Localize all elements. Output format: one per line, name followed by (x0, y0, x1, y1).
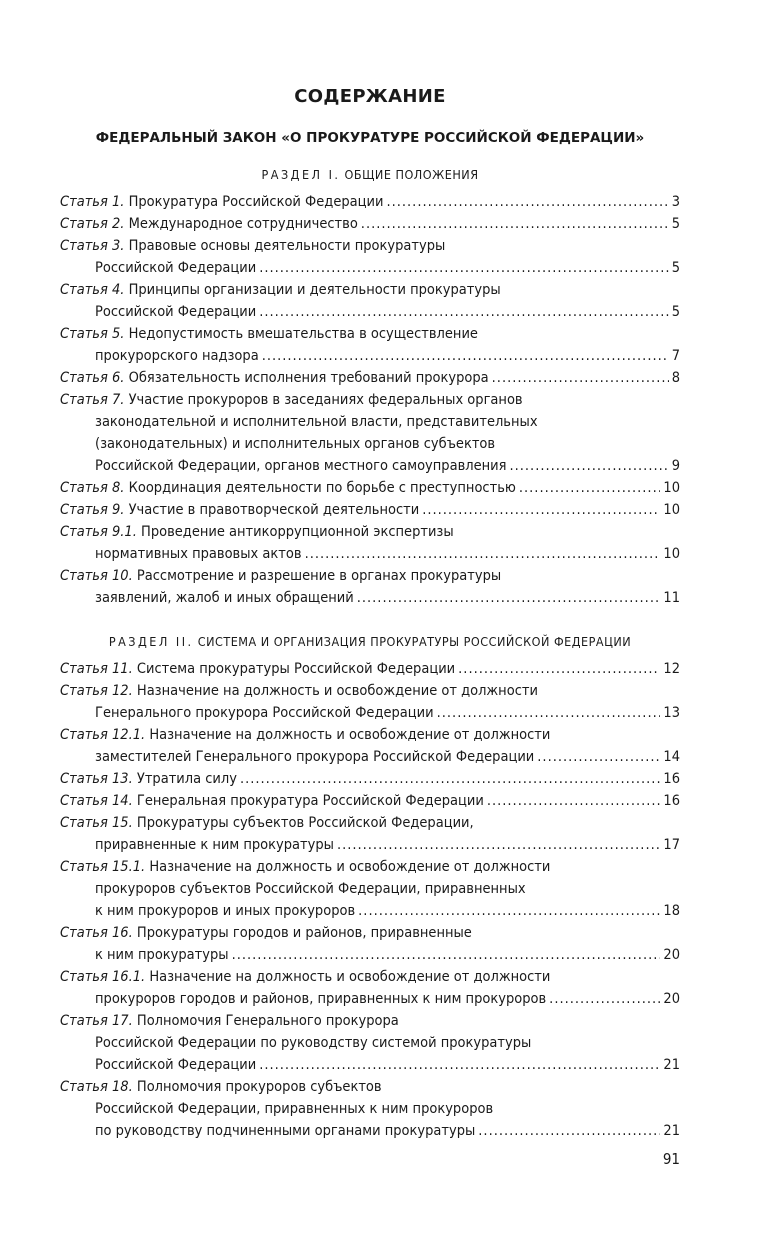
article-title-text: Российской Федерации (95, 260, 257, 276)
toc-entry-line (60, 1010, 680, 1032)
law-title: ФЕДЕРАЛЬНЫЙ ЗАКОН «О ПРОКУРАТУРЕ РОССИЙСКОЙ ФЕДЕРАЦИИ» (95, 130, 645, 146)
page-ref: 7 (671, 348, 680, 364)
page-ref: 21 (663, 1123, 680, 1139)
toc-entry-line (60, 658, 680, 680)
toc-entry-line (60, 235, 680, 257)
toc-entry-line (60, 323, 680, 345)
toc-entry-line (60, 499, 680, 521)
toc-entry-line (60, 878, 680, 900)
article-title-text: прокуроров субъектов Российской Федерации, приравненных (95, 881, 526, 897)
toc-entry-line (60, 1076, 680, 1098)
article-title-text: Координация деятельности по борьбе с преступностью (128, 480, 516, 496)
section-2-prefix: РАЗДЕЛ II. (108, 634, 194, 649)
dot-leader (549, 988, 660, 1010)
article-title-text: Полномочия Генерального прокурора (136, 1013, 399, 1029)
dot-leader (458, 658, 660, 680)
section-2-title (60, 634, 680, 649)
toc-entry-line (60, 988, 680, 1010)
dot-leader (537, 746, 660, 768)
dot-leader (509, 455, 668, 477)
dot-leader (492, 367, 669, 389)
toc-entry-line (60, 966, 680, 988)
section-1-title (60, 167, 680, 182)
article-label: Статья 9. (60, 502, 125, 518)
page-ref: 8 (671, 370, 680, 386)
article-title-text: Недопустимость вмешательства в осуществление (128, 326, 478, 342)
article-title-text: прокурорского надзора (95, 348, 259, 364)
dot-leader (305, 543, 661, 565)
article-title-text: Прокуратуры городов и районов, приравненные (136, 925, 472, 941)
article-title-text: Генеральная прокуратура Российской Федерации (136, 793, 484, 809)
toc-entry-line (60, 900, 680, 922)
article-title-text: Назначение на должность и освобождение от должности (149, 859, 551, 875)
article-title-text: к ним прокуроров и иных прокуроров (95, 903, 356, 919)
toc-entry-line (60, 565, 680, 587)
article-title-text: Участие в правотворческой деятельности (128, 502, 420, 518)
toc-entry-line (60, 834, 680, 856)
article-title-text: Участие прокуроров в заседаниях федеральных органов (128, 392, 523, 408)
toc-entry[interactable] (60, 191, 680, 213)
article-label: Статья 16.1. (60, 969, 146, 985)
dot-leader (259, 301, 668, 323)
toc-entry-line (60, 279, 680, 301)
article-label: Статья 1. (60, 194, 125, 210)
article-label: Статья 17. (60, 1013, 133, 1029)
article-label: Статья 13. (60, 771, 133, 787)
article-title-text: Рассмотрение и разрешение в органах прокуратуры (136, 568, 502, 584)
toc-entry-line (60, 944, 680, 966)
toc-entry-line (60, 477, 680, 499)
page-ref: 10 (663, 546, 680, 562)
toc-entry-line (60, 521, 680, 543)
toc-entry[interactable] (60, 565, 680, 609)
toc-entry-line (60, 345, 680, 367)
dot-leader (478, 1120, 660, 1142)
toc-entry-line (60, 389, 680, 411)
toc-entry-line (60, 812, 680, 834)
article-title-text: Российской Федерации по руководству системой прокуратуры (95, 1035, 532, 1051)
page-ref: 12 (663, 661, 680, 677)
article-title-text: Российской Федерации (95, 1057, 257, 1073)
dot-leader (437, 702, 661, 724)
dot-leader (357, 587, 661, 609)
article-title-text: по руководству подчиненными органами прокуратуры (95, 1123, 476, 1139)
dot-leader (361, 213, 669, 235)
article-title-text: Генерального прокурора Российской Федерации (95, 705, 434, 721)
article-title-text: Назначение на должность и освобождение от должности (149, 727, 551, 743)
article-label: Статья 2. (60, 216, 125, 232)
toc-entry-line (60, 1120, 680, 1142)
article-title-text: Прокуратуры субъектов Российской Федерации, (136, 815, 474, 831)
dot-leader (337, 834, 660, 856)
page-ref: 21 (663, 1057, 680, 1073)
toc-entry-line (60, 680, 680, 702)
article-label: Статья 12. (60, 683, 133, 699)
toc-entry-line (60, 543, 680, 565)
toc-entry-line (60, 213, 680, 235)
page-ref: 11 (663, 590, 680, 606)
dot-leader (358, 900, 660, 922)
toc-entry[interactable] (60, 499, 680, 521)
page-ref: 9 (671, 458, 680, 474)
section-2-entries (60, 658, 680, 1142)
article-title-text: Международное сотрудничество (128, 216, 358, 232)
page-title: СОДЕРЖАНИЕ (294, 86, 446, 107)
toc-entry[interactable] (60, 680, 680, 724)
toc-entry-line (60, 1098, 680, 1120)
article-title-text: Назначение на должность и освобождение от должности (149, 969, 551, 985)
page-ref: 5 (671, 260, 680, 276)
toc-entry-line (60, 367, 680, 389)
article-title-text: заместителей Генерального прокурора Российской Федерации (95, 749, 535, 765)
dot-leader (262, 345, 669, 367)
article-label: Статья 15. (60, 815, 133, 831)
toc-entry-line (60, 790, 680, 812)
dot-leader (519, 477, 661, 499)
toc-entry[interactable] (60, 521, 680, 565)
article-label: Статья 12.1. (60, 727, 146, 743)
article-title-text: нормативных правовых актов (95, 546, 302, 562)
toc-entry[interactable] (60, 856, 680, 922)
article-title-text: Российской Федерации, приравненных к ним прокуроров (95, 1101, 494, 1117)
toc-entry-line (60, 922, 680, 944)
toc-entry[interactable] (60, 966, 680, 1010)
toc-entry[interactable] (60, 922, 680, 966)
dot-leader (386, 191, 668, 213)
section-2-name: СИСТЕМА И ОРГАНИЗАЦИЯ ПРОКУРАТУРЫ РОССИЙСКОЙ ФЕДЕРАЦИИ (197, 634, 632, 649)
article-label: Статья 9.1. (60, 524, 137, 540)
toc-entry-line (60, 257, 680, 279)
article-title-text: Российской Федерации (95, 304, 257, 320)
article-title-text: Назначение на должность и освобождение от должности (136, 683, 538, 699)
toc-entry[interactable] (60, 1076, 680, 1142)
toc-entry-line (60, 411, 680, 433)
article-title-text: законодательной и исполнительной власти, представительных (95, 414, 538, 430)
article-title-text: заявлений, жалоб и иных обращений (95, 590, 354, 606)
toc-entry-line (60, 702, 680, 724)
article-title-text: Утратила силу (136, 771, 237, 787)
article-title-text: прокуроров городов и районов, приравненных к ним прокуроров (95, 991, 547, 1007)
article-label: Статья 5. (60, 326, 125, 342)
toc-entry[interactable] (60, 477, 680, 499)
toc-entry[interactable] (60, 790, 680, 812)
toc-entry-line (60, 455, 680, 477)
article-title-text: Прокуратура Российской Федерации (128, 194, 384, 210)
page-number: 91 (662, 1150, 680, 1168)
dot-leader (259, 1054, 660, 1076)
toc-entry[interactable] (60, 768, 680, 790)
article-title-text: Обязательность исполнения требований прокурора (128, 370, 489, 386)
article-label: Статья 3. (60, 238, 125, 254)
toc-entry-line (60, 856, 680, 878)
toc-entry-line (60, 191, 680, 213)
article-title-text: Российской Федерации, органов местного самоуправления (95, 458, 507, 474)
article-title-text: Система прокуратуры Российской Федерации (136, 661, 456, 677)
article-label: Статья 18. (60, 1079, 133, 1095)
page-ref: 10 (663, 480, 680, 496)
toc-entry-line (60, 724, 680, 746)
toc-entry-line (60, 1032, 680, 1054)
dot-leader (232, 944, 661, 966)
article-label: Статья 7. (60, 392, 125, 408)
toc-entry-line (60, 301, 680, 323)
section-1-name: ОБЩИЕ ПОЛОЖЕНИЯ (344, 167, 479, 182)
toc-entry[interactable] (60, 658, 680, 680)
article-title-text: Принципы организации и деятельности прокуратуры (128, 282, 501, 298)
page-ref: 16 (663, 793, 680, 809)
toc-entry[interactable] (60, 389, 680, 477)
dot-leader (487, 790, 661, 812)
toc-entry-line (60, 746, 680, 768)
article-title-text: Правовые основы деятельности прокуратуры (128, 238, 446, 254)
article-title-text: к ним прокуратуры (95, 947, 229, 963)
page-ref: 17 (663, 837, 680, 853)
toc-entry-line (60, 587, 680, 609)
section-1-prefix: РАЗДЕЛ I. (261, 167, 341, 182)
page-ref: 3 (671, 194, 680, 210)
dot-leader (422, 499, 660, 521)
article-label: Статья 4. (60, 282, 125, 298)
article-label: Статья 14. (60, 793, 133, 809)
article-label: Статья 8. (60, 480, 125, 496)
dot-leader (240, 768, 660, 790)
page-ref: 13 (663, 705, 680, 721)
page-ref: 20 (663, 947, 680, 963)
article-label: Статья 10. (60, 568, 133, 584)
page-ref: 10 (663, 502, 680, 518)
page-ref: 5 (671, 216, 680, 232)
toc-entry-line (60, 433, 680, 455)
toc-entry[interactable] (60, 1010, 680, 1076)
article-title-text: приравненные к ним прокуратуры (95, 837, 334, 853)
toc-entry-line (60, 768, 680, 790)
page-ref: 5 (671, 304, 680, 320)
toc-entry[interactable] (60, 724, 680, 768)
article-title-text: Полномочия прокуроров субъектов (136, 1079, 382, 1095)
article-label: Статья 15.1. (60, 859, 146, 875)
article-label: Статья 11. (60, 661, 133, 677)
toc-entry-line (60, 1054, 680, 1076)
page-ref: 14 (663, 749, 680, 765)
article-label: Статья 16. (60, 925, 133, 941)
page-ref: 18 (663, 903, 680, 919)
article-title-text: Проведение антикоррупционной экспертизы (141, 524, 454, 540)
page-ref: 20 (663, 991, 680, 1007)
dot-leader (259, 257, 668, 279)
toc-entry[interactable] (60, 323, 680, 367)
page-ref: 16 (663, 771, 680, 787)
toc-entry[interactable] (60, 235, 680, 279)
toc-entry[interactable] (60, 279, 680, 323)
article-title-text: (законодательных) и исполнительных органов субъектов (95, 436, 496, 452)
toc-entry[interactable] (60, 213, 680, 235)
toc-entry[interactable] (60, 367, 680, 389)
toc-entry[interactable] (60, 812, 680, 856)
section-1-entries (60, 191, 680, 609)
article-label: Статья 6. (60, 370, 125, 386)
